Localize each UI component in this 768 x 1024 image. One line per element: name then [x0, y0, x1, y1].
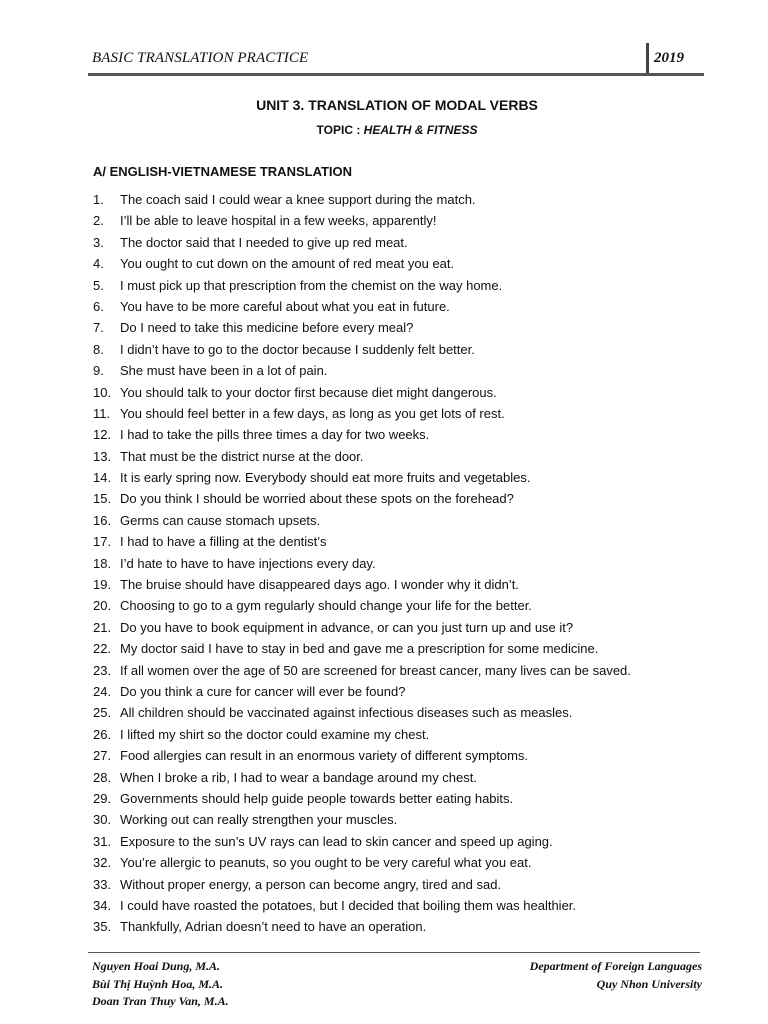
- item-number: 22.: [93, 641, 112, 657]
- item-text: I’ll be able to leave hospital in a few weeks, apparently!: [120, 213, 437, 229]
- item-number: 24.: [93, 683, 112, 699]
- list-item: [93, 745, 713, 766]
- item-number: 25.: [93, 705, 112, 721]
- author-name: Nguyen Hoai Dung, M.A.: [92, 959, 221, 973]
- list-item: [93, 403, 713, 424]
- list-item: [93, 553, 713, 574]
- author-name: Doan Tran Thuy Van, M.A.: [92, 994, 229, 1008]
- topic-value: HEALTH & FITNESS: [363, 123, 478, 137]
- list-item: [93, 638, 713, 659]
- item-number: 31.: [93, 833, 112, 849]
- item-number: 30.: [93, 812, 112, 828]
- item-number: 7.: [93, 320, 104, 336]
- list-item: [93, 831, 713, 852]
- item-number: 3.: [93, 234, 104, 250]
- item-text: She must have been in a lot of pain.: [120, 363, 328, 379]
- item-number: 21.: [93, 619, 112, 635]
- item-number: 29.: [93, 790, 112, 806]
- list-item: [93, 702, 713, 723]
- item-text: Do you think I should be worried about these spots on the forehead?: [120, 491, 514, 507]
- item-number: 8.: [93, 341, 104, 357]
- item-number: 20.: [93, 598, 112, 614]
- list-item: [93, 916, 713, 937]
- list-item: [93, 317, 713, 338]
- item-text: The coach said I could wear a knee support during the match.: [120, 192, 476, 207]
- list-item: [93, 210, 713, 231]
- item-text: When I broke a rib, I had to wear a bandage around my chest.: [120, 769, 477, 785]
- item-number: 1.: [93, 192, 104, 207]
- item-text: You should talk to your doctor first because diet might dangerous.: [120, 384, 497, 400]
- topic-label: TOPIC :: [316, 123, 364, 137]
- item-number: 17.: [93, 534, 112, 550]
- item-number: 13.: [93, 448, 112, 464]
- list-item: [93, 617, 713, 638]
- item-text: I could have roasted the potatoes, but I decided that boiling them was healthier.: [120, 897, 577, 913]
- item-text: Choosing to go to a gym regularly should change your life for the better.: [120, 598, 532, 614]
- item-number: 12.: [93, 427, 112, 443]
- sentence-list: [93, 189, 713, 938]
- list-item: [93, 788, 713, 809]
- item-text: I didn’t have to go to the doctor because I suddenly felt better.: [120, 341, 475, 357]
- list-item: [93, 724, 713, 745]
- item-number: 9.: [93, 363, 104, 379]
- list-item: [93, 253, 713, 274]
- list-item: [93, 446, 713, 467]
- item-text: I had to have a filling at the dentist’s: [120, 534, 327, 550]
- section-heading: A/ ENGLISH-VIETNAMESE TRANSLATION: [93, 164, 353, 179]
- list-item: [93, 574, 713, 595]
- item-number: 6.: [93, 298, 104, 314]
- item-text: I lifted my shirt so the doctor could examine my chest.: [120, 726, 430, 742]
- item-number: 4.: [93, 256, 104, 272]
- item-text: Germs can cause stomach upsets.: [120, 512, 321, 528]
- list-item: [93, 852, 713, 873]
- item-text: The doctor said that I needed to give up red meat.: [120, 234, 408, 250]
- list-item: [93, 488, 713, 509]
- header-divider: [646, 43, 649, 76]
- list-item: [93, 895, 713, 916]
- item-text: I had to take the pills three times a day for two weeks.: [120, 427, 430, 443]
- item-text: Working out can really strengthen your muscles.: [120, 812, 398, 828]
- list-item: [93, 595, 713, 616]
- footer-university: Quy Nhon University: [596, 976, 702, 991]
- author-name: Bùi Thị Huỳnh Hoa, M.A.: [92, 976, 224, 991]
- item-text: My doctor said I have to stay in bed and gave me a prescription for some medicine.: [120, 641, 599, 657]
- item-text: Do you think a cure for cancer will ever be found?: [120, 683, 406, 699]
- header-rule: [88, 73, 704, 76]
- list-item: [93, 189, 713, 210]
- item-text: Governments should help guide people towards better eating habits.: [120, 790, 514, 806]
- list-item: [93, 681, 713, 702]
- list-item: [93, 531, 713, 552]
- list-item: [93, 510, 713, 531]
- footer-institution: [530, 958, 702, 993]
- list-item: [93, 360, 713, 381]
- footer-authors: [92, 958, 229, 1011]
- list-item: [93, 339, 713, 360]
- item-number: 16.: [93, 512, 112, 528]
- list-item: [93, 767, 713, 788]
- item-number: 5.: [93, 277, 104, 293]
- item-text: That must be the district nurse at the door.: [120, 448, 364, 464]
- list-item: [93, 809, 713, 830]
- unit-title: UNIT 3. TRANSLATION OF MODAL VERBS: [256, 97, 538, 113]
- item-number: 10.: [93, 384, 112, 400]
- item-text: Do I need to take this medicine before every meal?: [120, 320, 414, 336]
- item-number: 33.: [93, 876, 112, 892]
- item-number: 2.: [93, 213, 104, 229]
- item-text: You have to be more careful about what you eat in future.: [120, 298, 450, 314]
- item-text: You ought to cut down on the amount of red meat you eat.: [120, 256, 455, 272]
- list-item: [93, 275, 713, 296]
- item-text: I must pick up that prescription from the chemist on the way home.: [120, 277, 503, 293]
- item-number: 35.: [93, 919, 112, 935]
- item-text: All children should be vaccinated against infectious diseases such as measles.: [120, 705, 573, 721]
- item-text: I’d hate to have to have injections every day.: [120, 555, 376, 571]
- list-item: [93, 660, 713, 681]
- item-text: It is early spring now. Everybody should eat more fruits and vegetables.: [120, 470, 531, 486]
- footer-rule: [88, 952, 700, 953]
- list-item: [93, 467, 713, 488]
- item-number: 19.: [93, 577, 112, 593]
- item-number: 28.: [93, 769, 112, 785]
- list-item: [93, 874, 713, 895]
- item-number: 23.: [93, 662, 112, 678]
- item-text: Do you have to book equipment in advance, or can you just turn up and use it?: [120, 619, 574, 635]
- item-number: 15.: [93, 491, 112, 507]
- item-number: 14.: [93, 470, 112, 486]
- item-text: You should feel better in a few days, as long as you get lots of rest.: [120, 405, 505, 421]
- list-item: [93, 232, 713, 253]
- item-number: 11.: [93, 405, 111, 421]
- item-text: Food allergies can result in an enormous variety of different symptoms.: [120, 748, 529, 764]
- item-text: The bruise should have disappeared days ago. I wonder why it didn’t.: [120, 577, 519, 593]
- footer-department: Department of Foreign Languages: [529, 959, 702, 973]
- item-number: 26.: [93, 726, 112, 742]
- item-number: 27.: [93, 748, 112, 764]
- header-title: BASIC TRANSLATION PRACTICE: [92, 50, 309, 66]
- item-number: 34.: [93, 897, 112, 913]
- header-year: 2019: [654, 50, 684, 66]
- list-item: [93, 296, 713, 317]
- item-text: Without proper energy, a person can become angry, tired and sad.: [120, 876, 502, 892]
- item-text: Thankfully, Adrian doesn’t need to have an operation.: [120, 919, 427, 935]
- item-text: If all women over the age of 50 are screened for breast cancer, many lives can be saved.: [120, 662, 631, 678]
- item-text: You’re allergic to peanuts, so you ought to be very careful what you eat.: [120, 855, 532, 871]
- topic: [0, 123, 768, 137]
- item-number: 32.: [93, 855, 112, 871]
- list-item: [93, 424, 713, 445]
- item-text: Exposure to the sun’s UV rays can lead to skin cancer and speed up aging.: [120, 833, 553, 849]
- item-number: 18.: [93, 555, 112, 571]
- list-item: [93, 382, 713, 403]
